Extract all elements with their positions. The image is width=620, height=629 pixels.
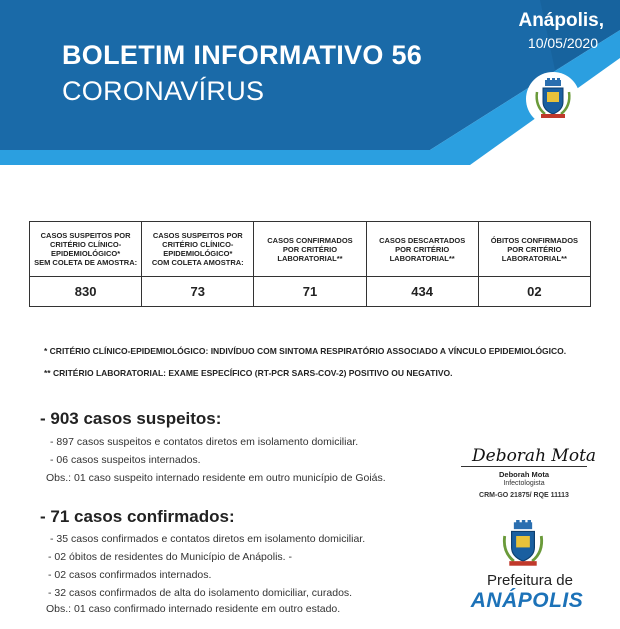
bulletin-subtitle: CORONAVÍRUS (62, 76, 265, 106)
confirmed-line: - 35 casos confirmados e contatos diretos em isolamento domiciliar. (50, 533, 366, 545)
col-header-confirmed: CASOS CONFIRMADOS POR CRITÉRIO LABORATORIAL** (254, 222, 366, 277)
col-header-deaths: ÓBITOS CONFIRMADOS POR CRITÉRIO LABORATORIAL** (478, 222, 590, 277)
value-discarded: 434 (366, 277, 478, 307)
confirmed-obs: Obs.: 01 caso confirmado internado residente em outro estado. (46, 603, 341, 615)
value-confirmed: 71 (254, 277, 366, 307)
col-header-suspected-no-sample: CASOS SUSPEITOS POR CRITÉRIO CLÍNICO- EPIDEMIOLÓGICO* SEM COLETA DE AMOSTRA: (30, 222, 142, 277)
table-value-row (30, 277, 591, 307)
col-header-discarded: CASOS DESCARTADOS POR CRITÉRIO LABORATORIAL** (366, 222, 478, 277)
signature-name: Deborah Mota (498, 470, 549, 479)
statistics-table (29, 221, 591, 307)
prefeitura-crest-icon (500, 520, 546, 568)
signature-role: Infectologista (503, 480, 545, 487)
coat-of-arms-icon (533, 78, 573, 120)
confirmed-line: - 32 casos confirmados de alta do isolamento domiciliar, curados. (48, 587, 353, 599)
confirmed-line: - 02 óbitos de residentes do Município de Anápolis. - (48, 551, 292, 563)
suspected-line: - 06 casos suspeitos internados. (50, 454, 201, 466)
suspected-obs: Obs.: 01 caso suspeito internado residente em outro município de Goiás. (46, 472, 386, 484)
header-crest-badge (526, 72, 580, 126)
prefeitura-city: ANÁPOLIS (470, 589, 584, 612)
value-deaths: 02 (478, 277, 590, 307)
date-label: 10/05/2020 (527, 35, 598, 51)
suspected-line: - 897 casos suspeitos e contatos diretos em isolamento domiciliar. (50, 436, 359, 448)
city-label: Anápolis, (518, 10, 604, 31)
signature-line (461, 466, 587, 467)
suspected-title: - 903 casos suspeitos: (40, 409, 222, 428)
signature-crm: CRM-GO 21875/ RQE 11113 (479, 492, 569, 499)
bulletin-title: BOLETIM INFORMATIVO 56 (62, 40, 423, 70)
confirmed-title: - 71 casos confirmados: (40, 507, 235, 526)
table-header-row (30, 222, 591, 277)
header-banner (0, 0, 620, 165)
confirmed-line: - 02 casos confirmados internados. (48, 569, 212, 581)
handwritten-signature: Deborah Mota (472, 446, 597, 466)
prefeitura-label: Prefeitura de (487, 572, 573, 589)
value-suspected-no-sample: 830 (30, 277, 142, 307)
col-header-suspected-with-sample: CASOS SUSPEITOS POR CRITÉRIO CLÍNICO- EPIDEMIOLÓGICO* COM COLETA AMOSTRA: (142, 222, 254, 277)
note-laboratorial: ** CRITÉRIO LABORATORIAL: EXAME ESPECÍFICO (RT-PCR SARS-COV-2) POSITIVO OU NEGATIVO. (44, 368, 453, 378)
note-epidemiological: * CRITÉRIO CLÍNICO-EPIDEMIOLÓGICO: INDIVÍDUO COM SINTOMA RESPIRATÓRIO ASSOCIADO A VÍNCULO EPIDEMIOLÓGICO. (44, 346, 567, 356)
value-suspected-with-sample: 73 (142, 277, 254, 307)
